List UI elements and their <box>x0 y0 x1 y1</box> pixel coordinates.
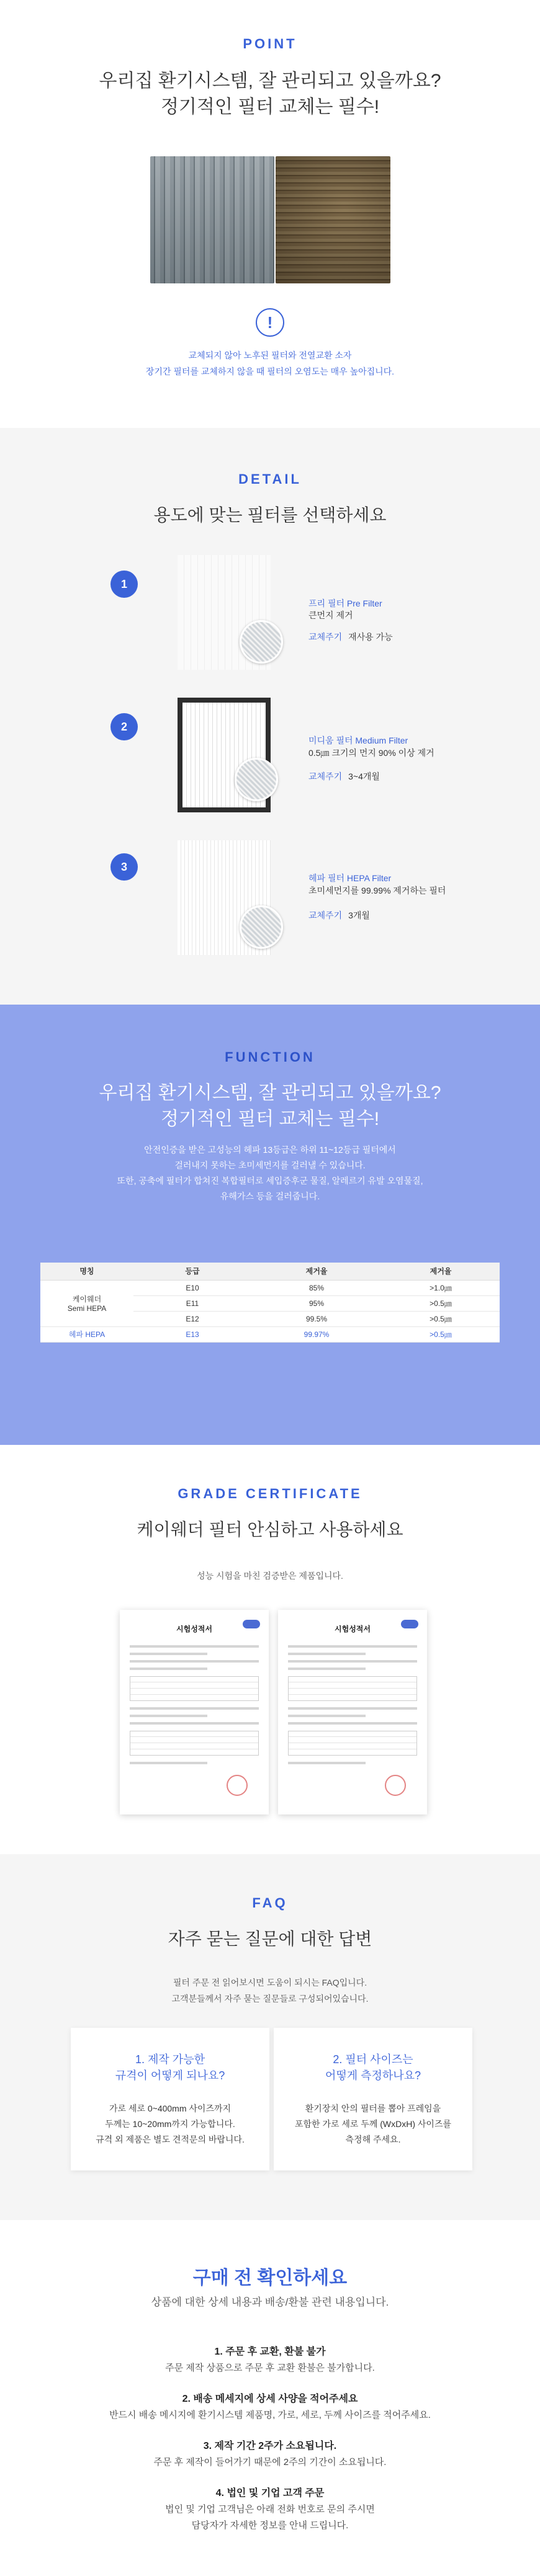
faq-section <box>0 1854 540 2220</box>
notice-item <box>0 2438 540 2471</box>
faq-answer-line: 환기장치 안의 필터를 뽑아 프레임을 <box>305 2103 441 2113</box>
hepa-filter-image <box>178 840 271 955</box>
faq-question-line: 1. 제작 가능한 <box>135 2053 205 2066</box>
cert-table <box>288 1731 417 1756</box>
point-headline-line2: 정기적인 필터 교체는 필수! <box>160 97 380 117</box>
faq-card <box>71 2028 269 2170</box>
notice-item-desc: 반드시 배송 메시지에 환기시스템 제품명, 가로, 세로, 두께 사이즈를 적어주세요. <box>109 2410 431 2420</box>
function-headline-line1: 우리집 환기시스템, 잘 관리되고 있을까요? <box>99 1083 441 1103</box>
step-name-2: 미디움 필터 Medium Filter <box>308 735 408 745</box>
table-cell: >1.0㎛ <box>382 1280 500 1295</box>
notice-item-desc: 주문 후 제작이 들어가기 때문에 2주의 기간이 소요됩니다. <box>153 2457 387 2467</box>
notice-item-title: 4. 법인 및 기업 고객 주문 <box>215 2488 325 2498</box>
step-name-1: 프리 필터 Pre Filter <box>308 598 382 608</box>
table-cell: 95% <box>251 1295 382 1311</box>
faq-question-line: 어떻게 측정하나요? <box>325 2069 421 2082</box>
cycle-label: 교체주기 <box>308 632 343 642</box>
table-header: 제거율 <box>382 1263 500 1280</box>
table-cell: E10 <box>133 1280 251 1295</box>
notice-sub: 상품에 대한 상세 내용과 배송/환불 관련 내용입니다. <box>151 2296 389 2308</box>
table-cell: 85% <box>251 1280 382 1295</box>
zoom-detail-image <box>235 758 278 801</box>
faq-answer <box>274 2101 472 2147</box>
clean-filter-photo <box>150 156 274 283</box>
table-cell: 헤파 HEPA <box>40 1326 133 1342</box>
zoom-detail-image <box>240 620 283 664</box>
cycle-value: 3개월 <box>348 910 370 920</box>
step-name-3: 헤파 필터 HEPA Filter <box>308 873 392 883</box>
cert-logo-icon <box>243 1620 260 1628</box>
table-cell: E11 <box>133 1295 251 1311</box>
table-cell: E13 <box>133 1326 251 1342</box>
notice-item-title: 1. 주문 후 교환, 환불 불가 <box>214 2347 326 2357</box>
notice-item-desc: 법인 및 기업 고객님은 아래 전화 번호로 문의 주시면 <box>165 2504 375 2515</box>
function-desc-line1: 안전인증을 받은 고성능의 헤파 13등급은 하위 11~12등급 필터에서 <box>144 1145 396 1155</box>
point-notice <box>0 347 540 380</box>
medium-filter-image <box>178 698 271 812</box>
cert-table <box>130 1731 259 1756</box>
detail-eyebrow: DETAIL <box>238 471 302 487</box>
table-row <box>40 1280 500 1295</box>
faq-sub <box>0 1974 540 2007</box>
zoom-detail-image <box>240 905 283 949</box>
faq-answer-line: 측정해 주세요. <box>345 2134 401 2144</box>
faq-question-line: 2. 필터 사이즈는 <box>333 2053 413 2066</box>
function-desc-line4: 유해가스 등을 걸러줍니다. <box>220 1191 320 1201</box>
cert-title: 시험성적서 <box>335 1625 371 1633</box>
step-desc-3: 초미세먼지를 99.99% 제거하는 필터 <box>308 886 446 895</box>
faq-answer-line: 규격 외 제품은 별도 견적문의 바랍니다. <box>96 2134 245 2144</box>
notice-item <box>0 2344 540 2376</box>
faq-answer-line: 가로 세로 0~400mm 사이즈까지 <box>109 2103 232 2113</box>
point-headline <box>0 68 540 120</box>
step-number-1: 1 <box>110 571 138 598</box>
group-label-line2: Semi HEPA <box>67 1304 107 1313</box>
cycle-value: 3~4개월 <box>348 771 380 781</box>
step-number-3: 3 <box>110 853 138 881</box>
table-header: 명칭 <box>40 1263 133 1280</box>
notice-title: 구매 전 확인하세요 <box>192 2268 348 2288</box>
point-headline-line1: 우리집 환기시스템, 잘 관리되고 있을까요? <box>99 71 441 91</box>
point-notice-line2: 장기간 필터를 교체하지 않을 때 필터의 오염도는 매우 높아집니다. <box>145 366 395 376</box>
point-notice-line1: 교체되지 않아 노후된 필터와 전열교환 소자 <box>188 350 352 360</box>
faq-question <box>71 2051 269 2084</box>
cycle-value: 재사용 가능 <box>348 632 393 642</box>
grade-eyebrow: GRADE CERTIFICATE <box>178 1486 362 1501</box>
table-header-row <box>40 1263 500 1280</box>
point-eyebrow: POINT <box>243 36 297 51</box>
pre-filter-image <box>178 555 271 670</box>
detail-headline: 용도에 맞는 필터를 선택하세요 <box>153 505 387 525</box>
function-headline <box>0 1080 540 1132</box>
exclamation-icon: ! <box>256 308 284 337</box>
step-desc-1: 큰먼지 제거 <box>308 610 353 620</box>
stamp-icon <box>385 1775 406 1796</box>
table-cell: >0.5㎛ <box>382 1326 500 1342</box>
cert-logo-icon <box>401 1620 418 1628</box>
certificate-document <box>278 1610 427 1814</box>
step-number-2: 2 <box>110 713 138 740</box>
dirty-filter-photo <box>276 156 390 283</box>
notice-item <box>0 2485 540 2534</box>
faq-answer-line: 두께는 10~20mm까지 가능합니다. <box>105 2119 235 2129</box>
cycle-label: 교체주기 <box>308 910 343 920</box>
faq-question-line: 규격이 어떻게 되나요? <box>115 2069 225 2082</box>
notice-item-desc: 담당자가 자세한 정보를 안내 드립니다. <box>191 2520 349 2531</box>
faq-sub-line2: 고객분들께서 자주 묻는 질문들로 구성되어있습니다. <box>171 1994 369 2004</box>
function-eyebrow: FUNCTION <box>225 1049 315 1065</box>
function-desc-line3: 또한, 공축에 필터가 합쳐진 복합필터로 세입증후군 물질, 알레르기 유발 오염물질, <box>117 1176 423 1186</box>
notice-item <box>0 2391 540 2423</box>
function-description <box>0 1142 540 1204</box>
table-cell: >0.5㎛ <box>382 1311 500 1326</box>
faq-headline: 자주 묻는 질문에 대한 답변 <box>168 1929 372 1948</box>
function-headline-line2: 정기적인 필터 교체는 필수! <box>160 1109 380 1129</box>
notice-item-desc: 주문 제작 상품으로 주문 후 교환 환불은 불가합니다. <box>165 2363 375 2373</box>
notice-section <box>0 2220 540 2576</box>
faq-answer <box>71 2101 269 2147</box>
table-row-hepa <box>40 1326 500 1342</box>
table-cell: 99.5% <box>251 1311 382 1326</box>
faq-card <box>274 2028 472 2170</box>
function-section <box>0 1005 540 1445</box>
table-cell: >0.5㎛ <box>382 1295 500 1311</box>
faq-eyebrow: FAQ <box>252 1895 288 1911</box>
cert-title: 시험성적서 <box>176 1625 212 1633</box>
grade-sub: 성능 시험을 마친 검증받은 제품입니다. <box>197 1571 343 1581</box>
step-cycle-2 <box>308 770 380 783</box>
cycle-label: 교체주기 <box>308 771 343 781</box>
grade-headline: 케이웨더 필터 안심하고 사용하세요 <box>137 1520 403 1539</box>
point-section <box>0 0 540 428</box>
step-cycle-3 <box>308 909 370 922</box>
table-cell: E12 <box>133 1311 251 1326</box>
cert-table <box>130 1676 259 1701</box>
stamp-icon <box>227 1775 248 1796</box>
grade-section <box>0 1445 540 1854</box>
notice-item-title: 3. 제작 기간 2주가 소요됩니다. <box>203 2441 337 2451</box>
filter-spec-table <box>40 1263 500 1343</box>
notice-item-title: 2. 배송 메세지에 상세 사양을 적어주세요 <box>182 2394 358 2404</box>
cert-table <box>288 1676 417 1701</box>
table-header: 제거율 <box>251 1263 382 1280</box>
faq-answer-line: 포함한 가로 세로 두께 (WxDxH) 사이즈를 <box>294 2119 452 2129</box>
certificate-document <box>120 1610 269 1814</box>
step-cycle-1 <box>308 631 393 643</box>
faq-sub-line1: 필터 주문 전 읽어보시면 도움이 되시는 FAQ입니다. <box>173 1978 367 1988</box>
table-group-cell <box>40 1280 133 1326</box>
function-desc-line2: 걸러내지 못하는 초미세먼지를 걸러낼 수 있습니다. <box>174 1160 366 1170</box>
table-cell: 99.97% <box>251 1326 382 1342</box>
detail-section <box>0 428 540 1005</box>
group-label-line1: 케이웨더 <box>72 1295 102 1304</box>
table-header: 등급 <box>133 1263 251 1280</box>
step-desc-2: 0.5㎛ 크기의 먼지 90% 이상 제거 <box>308 748 434 758</box>
faq-question <box>274 2051 472 2084</box>
